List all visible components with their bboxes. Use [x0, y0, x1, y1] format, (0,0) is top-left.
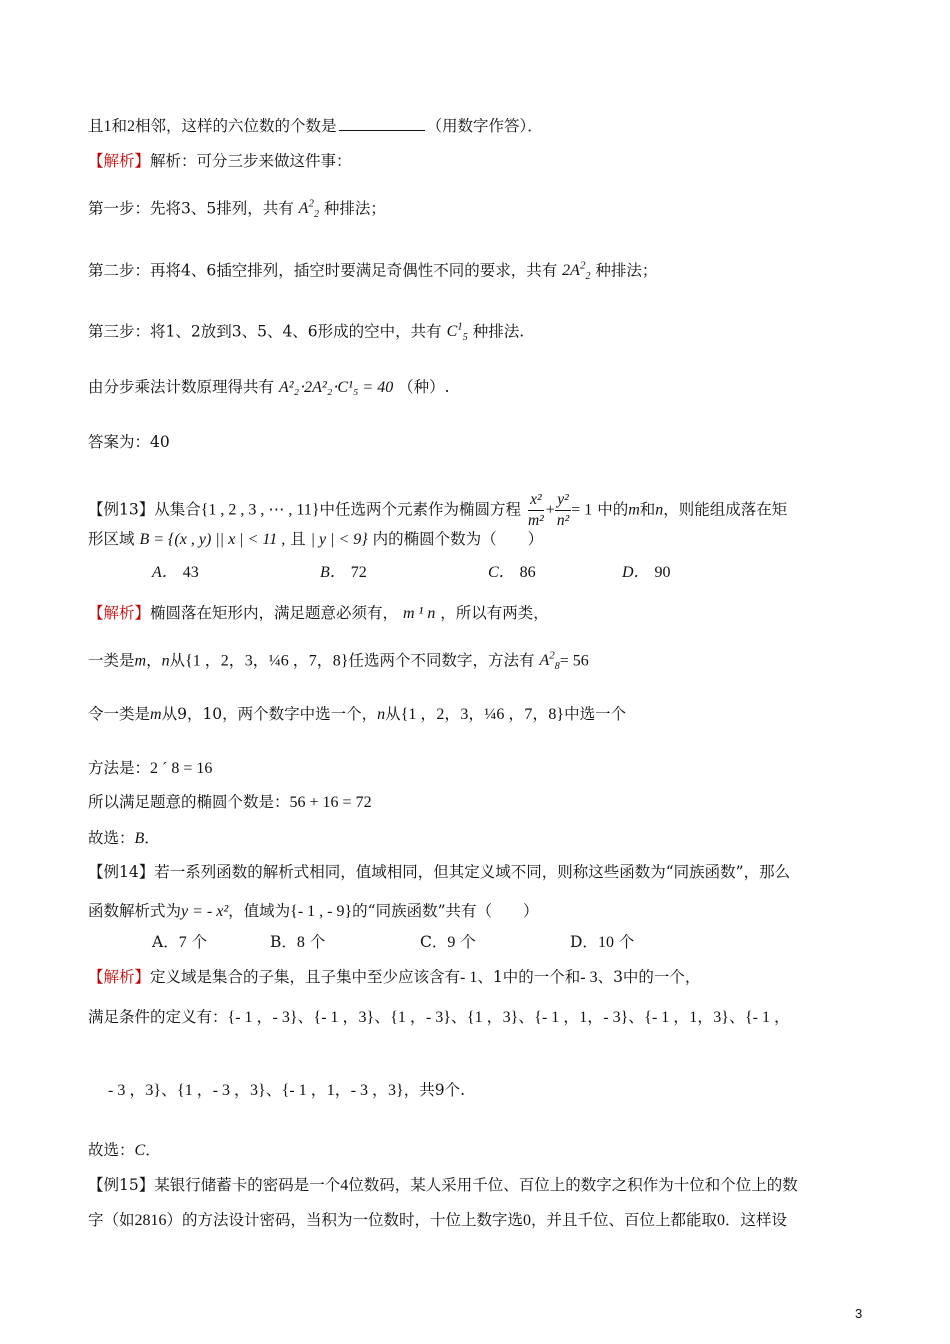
- math: $A^2_8$: [539, 650, 560, 673]
- math: 0: [717, 1212, 726, 1229]
- option-a: A． 43: [152, 564, 199, 581]
- option-b: B．8 个: [270, 933, 326, 951]
- text: 的“同族函数”共有（ ）: [352, 902, 539, 920]
- math: n: [655, 501, 664, 519]
- answer-blank: [339, 115, 425, 131]
- text: 种排法.: [472, 322, 525, 341]
- option-d: D．10 个: [570, 933, 635, 951]
- example-15-line-2: [88, 1208, 787, 1233]
- math: 1: [103, 118, 112, 135]
- math: 2816: [134, 1212, 167, 1229]
- text: 、3中的一个，: [597, 968, 701, 986]
- text: ．: [144, 829, 160, 847]
- text: 答案为：40: [88, 433, 170, 451]
- text-line-1: [88, 114, 543, 139]
- text: 从9，10，两个数字中选一个，: [161, 705, 378, 723]
- text: 椭圆落在矩形内，满足题意必须有，: [150, 604, 399, 622]
- text: 第三步：将1、2放到3、5、4、6形成的空中，共有: [88, 322, 442, 341]
- option-b: B． 72: [320, 564, 367, 581]
- text: 故选：: [88, 829, 135, 847]
- text: 令一类是: [88, 705, 151, 723]
- step-one: [88, 192, 386, 228]
- math: $C^1_5$: [446, 321, 468, 344]
- answer-14: [88, 1138, 161, 1163]
- math: 4: [340, 1177, 349, 1194]
- product-rule: [88, 375, 450, 400]
- text: 且: [88, 117, 104, 135]
- solution-14-line-1: [88, 965, 700, 990]
- math: {- 1 ，- 3}、{- 1 ，3}、{1 ，- 3}、{1 ，3}、{- 1 ，1，- 3}、{- 1 ，1，3}、{- 1 ，: [227, 1009, 790, 1026]
- option-a: A．7 个: [152, 933, 208, 951]
- text: 解析：可分三步来做这件事：: [150, 152, 352, 170]
- example-15-line-1: [88, 1173, 798, 1198]
- text: 【例14】若一系列函数的解析式相同，值域相同，但其定义域不同，则称这些函数为“同族函数”，那么: [88, 863, 791, 881]
- math: 2 ´ 8 = 16: [150, 760, 213, 777]
- math: = 1: [571, 501, 593, 519]
- text: 所以满足题意的椭圆个数是：: [88, 793, 290, 811]
- text: 故选：: [88, 1141, 135, 1159]
- answer-13: [88, 826, 160, 851]
- math: +: [545, 501, 555, 519]
- text: ）的方法设计密码，当积为一位数时，十位上数字选: [166, 1211, 524, 1229]
- step-two: [88, 254, 657, 290]
- solution-heading: [88, 149, 352, 173]
- text: 任选两个不同数字，方法有: [348, 651, 535, 670]
- math: n: [377, 706, 386, 723]
- solution-13-line-3: [88, 702, 626, 727]
- math: m ¹ n: [402, 605, 436, 622]
- example-14-line-2: [88, 899, 539, 924]
- text: 和: [111, 117, 128, 135]
- text: ．这样设: [725, 1211, 788, 1229]
- option-d: D． 90: [622, 564, 671, 581]
- text: ，共9个.: [403, 1081, 466, 1099]
- text: 从: [385, 705, 401, 723]
- math: m: [134, 652, 147, 670]
- math: = 56: [559, 652, 589, 670]
- math: B = {(x , y) || x | < 11 ,: [139, 531, 286, 548]
- math: 2: [127, 118, 136, 135]
- math: - 1: [460, 969, 478, 986]
- text: 字（如: [88, 1211, 135, 1229]
- text: ，并且千位、百位上都能取: [531, 1211, 718, 1229]
- math: {1 , 2 , 3 , ⋯ , 11}: [200, 501, 320, 519]
- math: - 3: [580, 969, 598, 986]
- math: {1 ，2，3，¼6 ，7，8}: [185, 652, 349, 670]
- text: 形区域: [88, 530, 135, 548]
- text: ．: [145, 1141, 161, 1159]
- math: A²₂⋅2A²₂⋅C¹₅ = 40: [278, 379, 394, 396]
- text: 种排法；: [323, 199, 386, 218]
- text: ，: [146, 651, 162, 670]
- text: 第一步：先将3、5排列，共有: [88, 199, 294, 218]
- page-number: 3: [855, 1306, 863, 1321]
- text: 一类是: [88, 651, 135, 670]
- answer-line: [88, 430, 170, 454]
- option-c: C．9 个: [420, 933, 476, 951]
- text: 中的: [597, 500, 629, 519]
- solution-tag: 【解析】: [88, 152, 151, 170]
- text: 满足条件的定义有：: [88, 1008, 228, 1026]
- text: 中任选两个元素作为椭圆方程: [319, 500, 522, 519]
- text: 相邻，这样的六位数的个数是: [135, 117, 337, 135]
- math: | y | < 9}: [310, 531, 368, 548]
- math: {- 1 , - 9}: [290, 903, 353, 920]
- text: 种排法；: [595, 261, 658, 280]
- text: 位数码，某人采用千位、百位上的数字之积作为十位和个位上的数: [348, 1176, 798, 1194]
- text: （种）.: [398, 378, 450, 396]
- math: m: [150, 706, 162, 723]
- example-13-line-2: [88, 527, 543, 552]
- solution-13-line-1: [88, 601, 549, 626]
- solution-13-line-4: [88, 756, 212, 781]
- text: 从: [169, 651, 186, 670]
- math: 0: [523, 1212, 532, 1229]
- math: 56 + 16 = 72: [289, 794, 372, 811]
- text: 【例15】某银行储蓄卡的密码是一个: [88, 1176, 341, 1194]
- math: $A^2_2$: [298, 198, 319, 221]
- math: y = - x²: [181, 903, 229, 920]
- math: - 3 ，3}、{1 ，- 3 ，3}、{- 1 ，1，- 3 ，3}: [108, 1082, 404, 1099]
- example-13-line-1: [88, 490, 787, 531]
- text: 内的椭圆个数为（ ）: [372, 530, 544, 548]
- example-14-line-1: [88, 860, 790, 884]
- text: 、1中的一个和: [477, 968, 581, 986]
- text: （用数字作答）．: [426, 117, 543, 135]
- math: m: [628, 501, 640, 519]
- text: 由分步乘法计数原理得共有: [88, 378, 275, 396]
- solution-14-line-3: [108, 1078, 465, 1103]
- text: 方法是：: [88, 759, 151, 777]
- math: B: [134, 830, 145, 847]
- text: 中选一个: [564, 705, 627, 723]
- math: {1 ，2，3，¼6 ，7，8}: [400, 706, 565, 723]
- step-three: [88, 315, 524, 351]
- text: ，所以有两类，: [440, 604, 549, 622]
- text: 且: [290, 530, 306, 548]
- fraction: $\frac{\text{x²}}{\text{m²}}$: [527, 491, 544, 529]
- text: 第二步：再将4、6插空排列，插空时要满足奇偶性不同的要求，共有: [88, 261, 558, 280]
- math: C: [134, 1142, 146, 1159]
- text: 【例13】从集合: [88, 500, 201, 519]
- fraction: $\frac{\text{y²}}{\text{n²}}$: [556, 491, 570, 529]
- text: ，值域为: [228, 902, 291, 920]
- solution-13-line-2: [88, 644, 589, 680]
- solution-13-line-5: [88, 790, 372, 815]
- text: 和: [639, 500, 656, 519]
- text: 函数解析式为: [88, 902, 182, 920]
- solution-tag: 【解析】: [88, 968, 151, 986]
- text: 定义域是集合的子集，且子集中至少应该含有: [150, 968, 461, 986]
- math: n: [161, 652, 170, 670]
- solution-tag: 【解析】: [88, 604, 151, 622]
- solution-14-line-2: [88, 1005, 790, 1030]
- option-c: C． 86: [488, 564, 536, 581]
- text: ，则能组成落在矩: [663, 500, 788, 519]
- math: $2A^2_2$: [562, 260, 591, 283]
